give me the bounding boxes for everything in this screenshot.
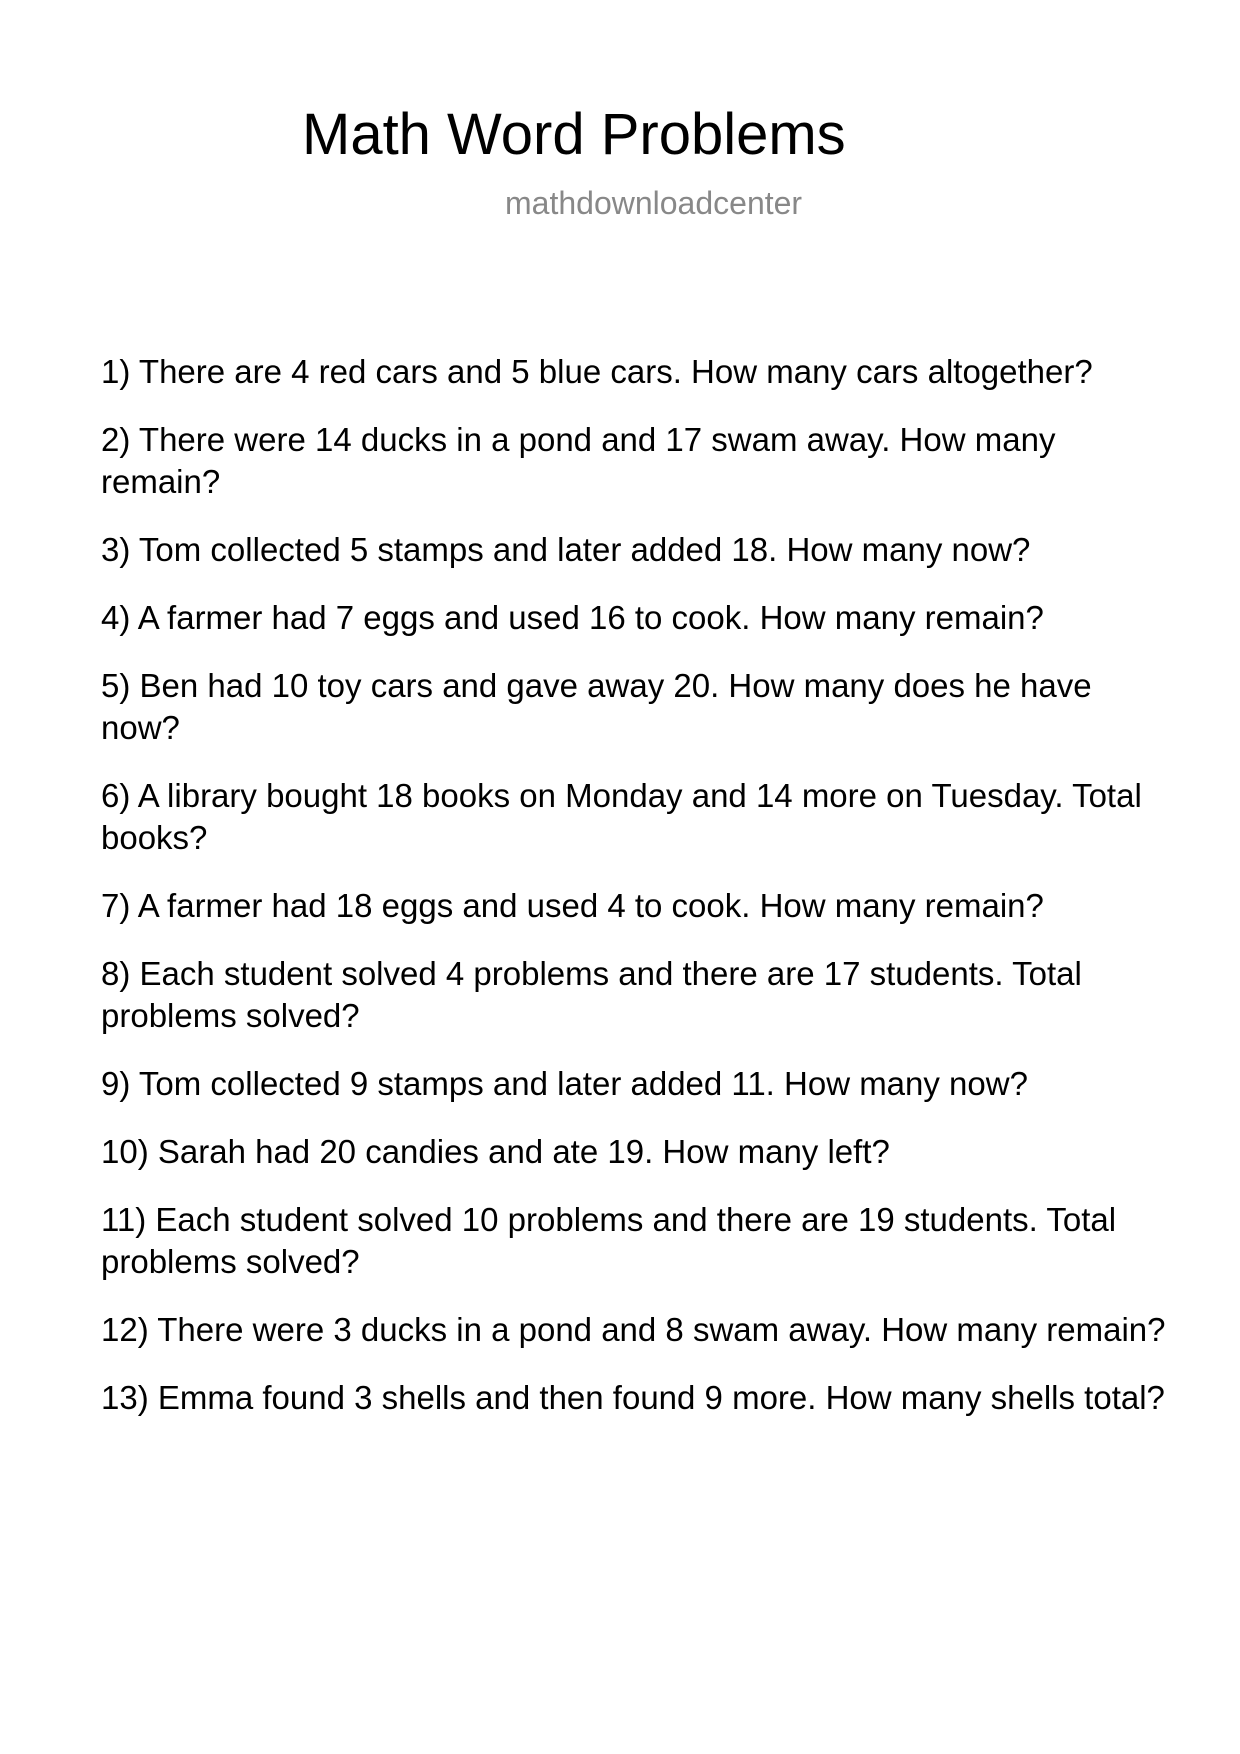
problem-item: 8) Each student solved 4 problems and there are 17 students. Total problems solved? <box>101 955 1082 1034</box>
problem-item: 5) Ben had 10 toy cars and gave away 20. How many does he have now? <box>101 667 1092 746</box>
problem-item: 6) A library bought 18 books on Monday and 14 more on Tuesday. Total books? <box>101 777 1142 856</box>
problem-item: 3) Tom collected 5 stamps and later added 18. How many now? <box>101 531 1031 568</box>
page-subtitle: mathdownloadcenter <box>505 185 803 221</box>
page-title: Math Word Problems <box>302 102 846 167</box>
problem-item: 13) Emma found 3 shells and then found 9 more. How many shells total? <box>101 1379 1165 1416</box>
problem-item: 7) A farmer had 18 eggs and used 4 to cook. How many remain? <box>101 887 1044 924</box>
problem-item: 11) Each student solved 10 problems and there are 19 students. Total problems solved? <box>101 1201 1117 1280</box>
problem-item: 10) Sarah had 20 candies and ate 19. How many left? <box>101 1133 890 1170</box>
problem-item: 9) Tom collected 9 stamps and later added 11. How many now? <box>101 1065 1028 1102</box>
problem-list <box>101 351 1166 1445</box>
problem-item: 1) There are 4 red cars and 5 blue cars. How many cars altogether? <box>101 353 1093 390</box>
problem-item: 12) There were 3 ducks in a pond and 8 swam away. How many remain? <box>101 1311 1166 1348</box>
problem-item: 2) There were 14 ducks in a pond and 17 swam away. How many remain? <box>101 421 1056 500</box>
problem-item: 4) A farmer had 7 eggs and used 16 to cook. How many remain? <box>101 599 1044 636</box>
